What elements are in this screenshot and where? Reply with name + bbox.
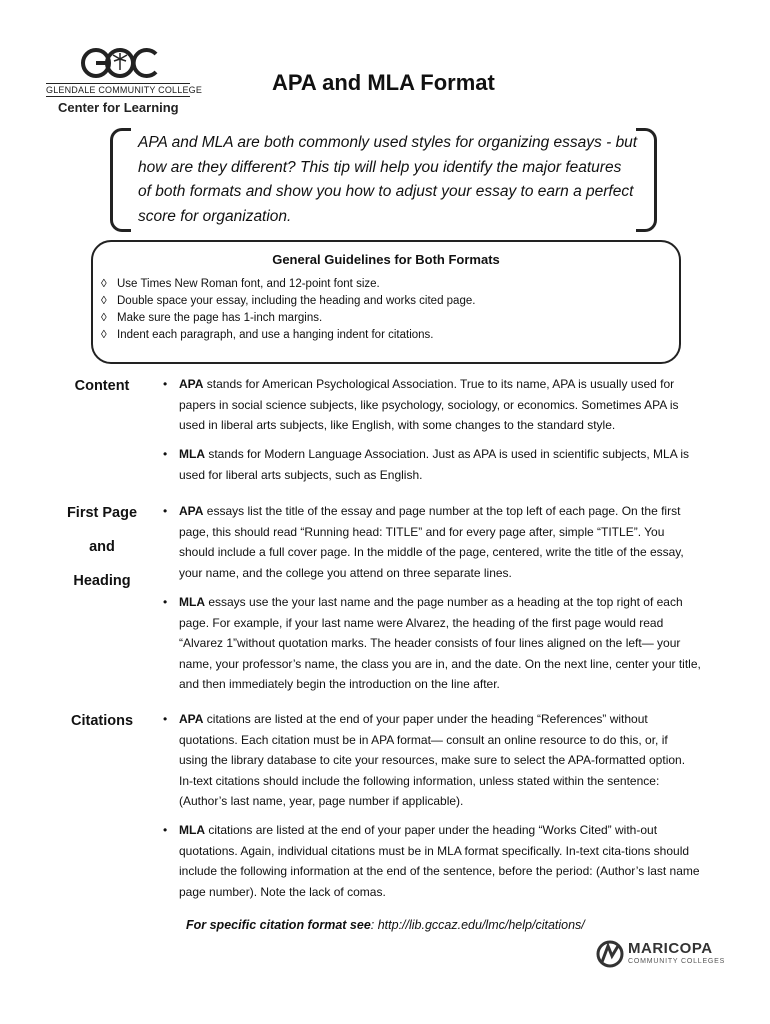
logo-divider-bottom [46,96,190,97]
guidelines-heading: General Guidelines for Both Formats [272,252,500,267]
section-heading-first-page: First Page [66,505,138,521]
guideline-item: ◊ Use Times New Roman font, and 12-point font size. [101,276,661,293]
content-mla-bullet: • MLA stands for Modern Language Association. Just as APA is used in scientific subjects, MLA is used for liberal arts subjects, such as English. [163,447,690,482]
maricopa-logo-icon [596,940,624,968]
logo-divider [46,83,190,84]
college-name: GLENDALE COMMUNITY COLLEGE [46,85,203,95]
guideline-item: ◊ Double space your essay, including the heading and works cited page. [101,293,661,310]
first-page-mla-bullet: • MLA essays use the your last name and the page number as a heading at the top right of each page. For example, if your last name were Alvarez, the heading of the first page would read “Alvarez 1”without quotation marks. The header consists of four lines aligned on the left— your name, your professor’s name, the class you are in, and the date. On the next line, center your title, and then immediately begin the introduction on the line after. [163,595,701,692]
section-heading-content: Content [74,378,130,394]
citation-reference: For specific citation format see: http://lib.gccaz.edu/lmc/help/citations/ [186,918,585,932]
intro-paragraph: APA and MLA are both commonly used styles for organizing essays - but how are they different? This tip will help you identify the major features of both formats and show you how to adjust your essay to earn a perfect score for organization. [138,134,638,225]
citation-url[interactable]: : http://lib.gccaz.edu/lmc/help/citations/ [370,918,585,932]
citations-apa-bullet: • APA citations are listed at the end of your paper under the heading “References” without quotations. Each citation must be in APA format— consult an online resource to do this, or, if using the library database to cite your resources, make sure to select the APA-formatted option. In-text citations should include the following information, unless stated within the sentence: (Author’s last name, year, page number if applicable). [163,712,686,809]
maricopa-name: MARICOPA [628,940,713,957]
diamond-bullet: ◊ [101,295,107,307]
diamond-bullet: ◊ [101,278,107,290]
page-title: APA and MLA Format [272,70,495,95]
intro-bracket-left [110,128,131,232]
first-page-apa-bullet: • APA essays list the title of the essay and page number at the top left of each page. On the first page, this should read “Running head: TITLE” and for every page after, simple “TITLE”. You should include a full cover page. In the middle of the page, centered, write the title of the essay, your name, and the college you attend on three separate lines. [163,504,684,580]
center-name: Center for Learning [58,100,179,115]
diamond-bullet: ◊ [101,312,107,324]
diamond-bullet: ◊ [101,329,107,341]
intro-bracket-right [636,128,657,232]
section-heading-heading: Heading [73,573,131,589]
content-apa-bullet: • APA stands for American Psychological Association. True to its name, APA is usually used for papers in social science subjects, like psychology, sociology, or economics. Sometimes APA is used in liberal arts subjects, like English, with some changes to the standard style. [163,377,679,433]
guidelines-list [101,276,661,344]
guideline-item: ◊ Indent each paragraph, and use a hanging indent for citations. [101,327,661,344]
citations-mla-bullet: • MLA citations are listed at the end of your paper under the heading “Works Cited” with-out quotations. Again, individual citations must be in MLA format specifically. In-text cita-tions should include the following information at the end of the sentence, before the period: (Author’s last name page number). Note the lack of comas. [163,823,700,899]
section-heading-citations: Citations [70,713,134,729]
section-heading-and: and [89,539,115,555]
gcc-logo [80,46,160,80]
maricopa-subtitle: COMMUNITY COLLEGES [628,958,726,965]
guideline-item: ◊ Make sure the page has 1-inch margins. [101,310,661,327]
